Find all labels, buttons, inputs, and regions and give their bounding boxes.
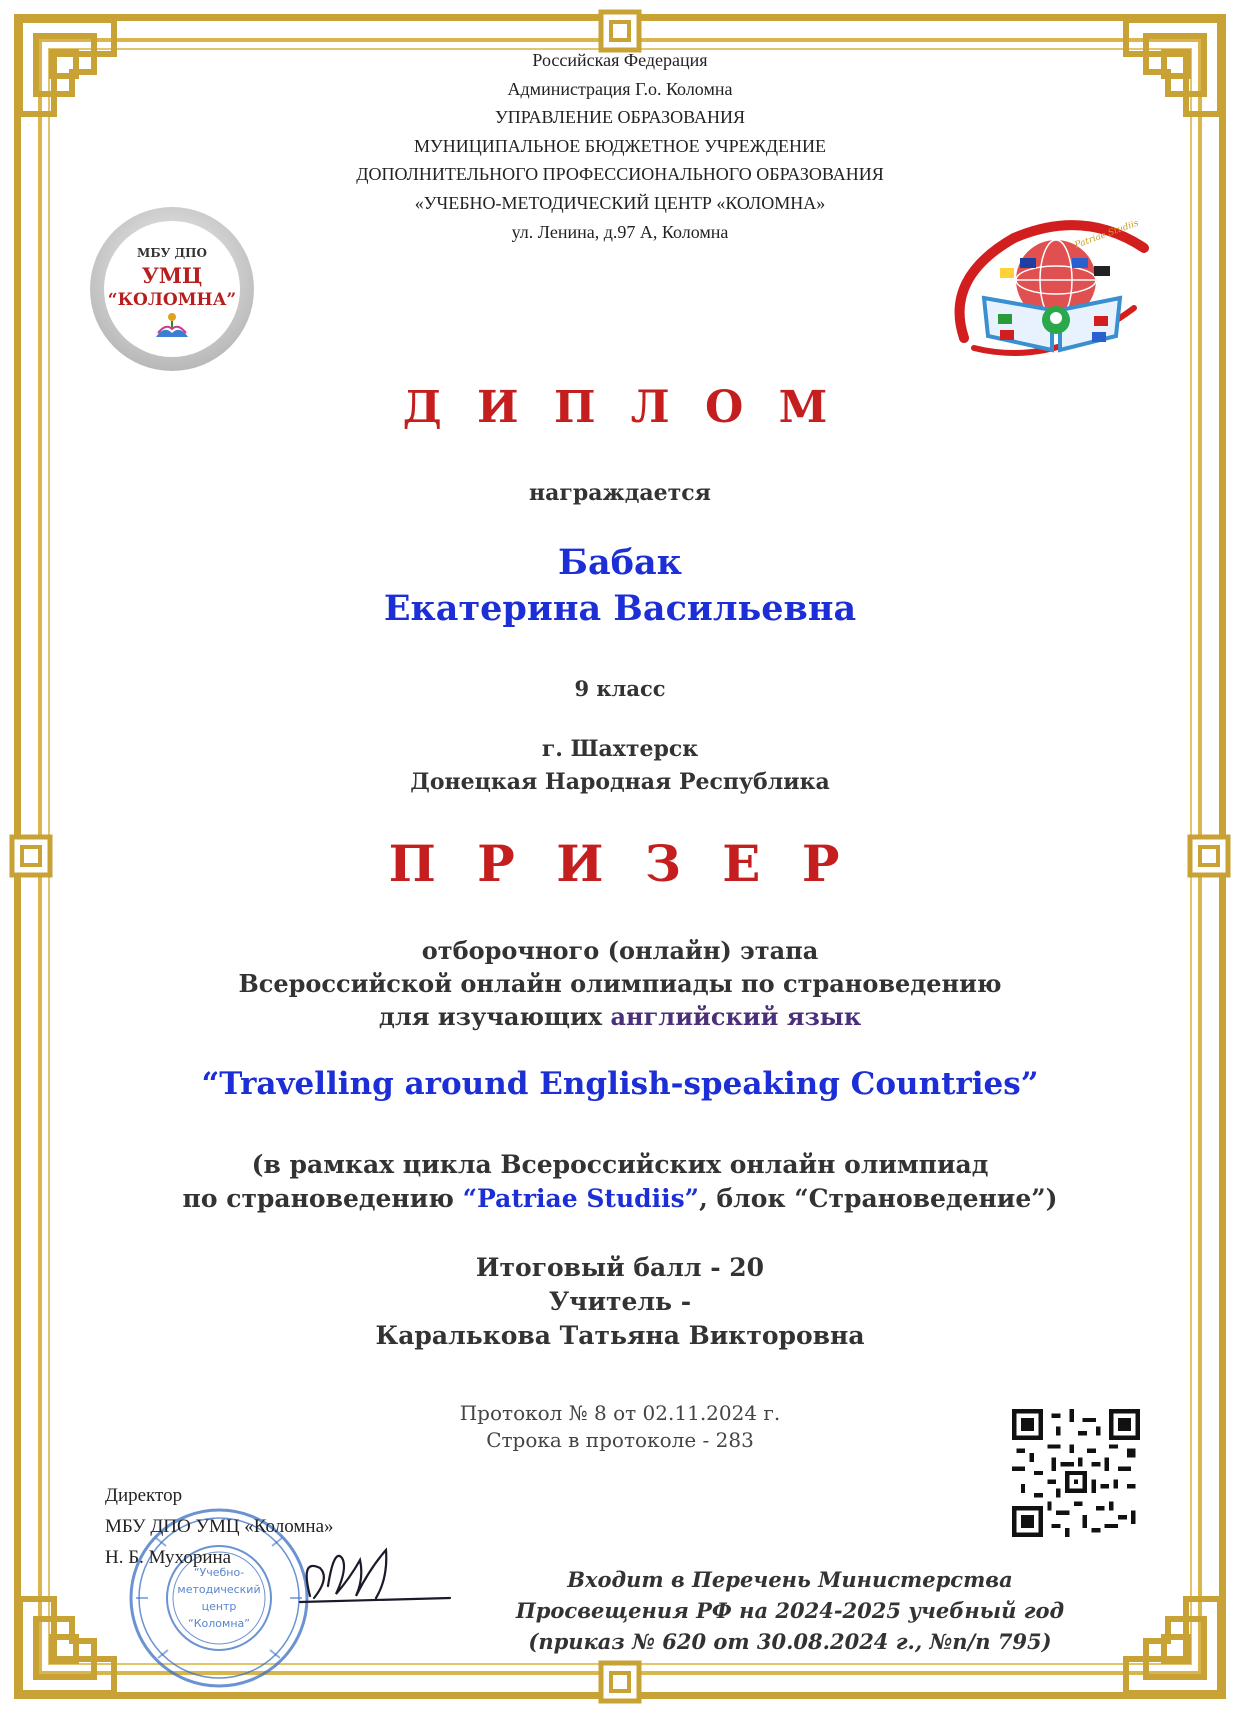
teacher-name: Каралькова Татьяна Викторовна bbox=[375, 1321, 865, 1350]
location bbox=[0, 733, 1240, 799]
protocol-number: Протокол № 8 от 02.11.2024 г. bbox=[459, 1401, 781, 1425]
cycle-highlight: “Patriae Studiis” bbox=[462, 1184, 700, 1213]
ministry-line: (приказ № 620 от 30.08.2024 г., №п/п 795) bbox=[528, 1629, 1052, 1654]
recipient-name bbox=[0, 540, 1240, 632]
stamp-text: “Коломна” bbox=[188, 1617, 250, 1630]
director-name: Н. Б. Мухорина bbox=[105, 1547, 232, 1568]
seal-text: УМЦ bbox=[141, 263, 203, 288]
awarded-label: награждается bbox=[529, 480, 711, 506]
header-line: Российская Федерация bbox=[532, 50, 708, 70]
grade-label: 9 класс bbox=[574, 676, 666, 701]
diploma-title: Д И П Л О М bbox=[402, 382, 838, 433]
stage-line: Всероссийской онлайн олимпиады по страноведению bbox=[238, 969, 1002, 998]
frame-knot-ornament bbox=[597, 1659, 643, 1705]
prize-title: П Р И З Е Р bbox=[388, 834, 852, 893]
cycle-suffix: , блок “Страноведение”) bbox=[699, 1184, 1058, 1213]
header-line: Администрация Г.о. Коломна bbox=[507, 78, 733, 99]
cycle-line bbox=[0, 1182, 1240, 1216]
protocol-row: Строка в протоколе - 283 bbox=[486, 1428, 754, 1452]
ministry-line: Просвещения РФ на 2024-2025 учебный год bbox=[515, 1598, 1065, 1623]
ministry-note bbox=[490, 1564, 1090, 1657]
language-highlight: английский язык bbox=[610, 1002, 862, 1031]
olympiad-stage bbox=[0, 934, 1240, 1033]
frame-corner-ornament bbox=[1096, 1569, 1226, 1699]
stage-prefix: для изучающих bbox=[378, 1002, 611, 1031]
header-line: ул. Ленина, д.97 А, Коломна bbox=[511, 221, 729, 242]
stage-line: отборочного (онлайн) этапа bbox=[421, 936, 819, 965]
stamp-text: методический bbox=[177, 1583, 261, 1596]
header-line: «УЧЕБНО-МЕТОДИЧЕСКИЙ ЦЕНТР «КОЛОМНА» bbox=[414, 192, 826, 213]
header-line: МУНИЦИПАЛЬНОЕ БЮДЖЕТНОЕ УЧРЕЖДЕНИЕ bbox=[414, 135, 826, 156]
olympiad-title: “Travelling around English-speaking Countries” bbox=[201, 1066, 1039, 1102]
ministry-line: Входит в Перечень Министерства bbox=[567, 1567, 1013, 1592]
cycle-prefix: по страноведению bbox=[182, 1184, 463, 1213]
score-block bbox=[0, 1251, 1240, 1353]
stamp-text: центр bbox=[201, 1600, 237, 1613]
seal-text: “КОЛОМНА” bbox=[107, 290, 237, 310]
director-title: Директор bbox=[105, 1485, 183, 1506]
seal-text: МБУ ДПО bbox=[137, 246, 207, 260]
header-line: ДОПОЛНИТЕЛЬНОГО ПРОФЕССИОНАЛЬНОГО ОБРАЗОВАНИЯ bbox=[356, 164, 884, 185]
director-signature bbox=[290, 1538, 460, 1614]
recipient-surname: Бабак bbox=[558, 542, 682, 583]
stamp-text: “Учебно- bbox=[193, 1566, 245, 1579]
city: г. Шахтерск bbox=[541, 736, 699, 762]
logo-caption: Patriae Studiis bbox=[1073, 218, 1141, 251]
patriae-studiis-logo bbox=[944, 218, 1162, 370]
total-score: Итоговый балл - 20 bbox=[475, 1253, 765, 1282]
header-line: УПРАВЛЕНИЕ ОБРАЗОВАНИЯ bbox=[495, 107, 745, 128]
cycle-line: (в рамках цикла Всероссийских онлайн олимпиад bbox=[251, 1150, 989, 1179]
olympiad-cycle bbox=[0, 1148, 1240, 1216]
teacher-label: Учитель - bbox=[548, 1287, 692, 1316]
qr-code[interactable] bbox=[1012, 1409, 1140, 1537]
umc-kolomna-logo bbox=[88, 205, 256, 373]
stage-line bbox=[0, 1000, 1240, 1033]
recipient-given-names: Екатерина Васильевна bbox=[383, 588, 857, 629]
director-org: МБУ ДПО УМЦ «Коломна» bbox=[105, 1516, 334, 1537]
region: Донецкая Народная Республика bbox=[410, 769, 830, 795]
